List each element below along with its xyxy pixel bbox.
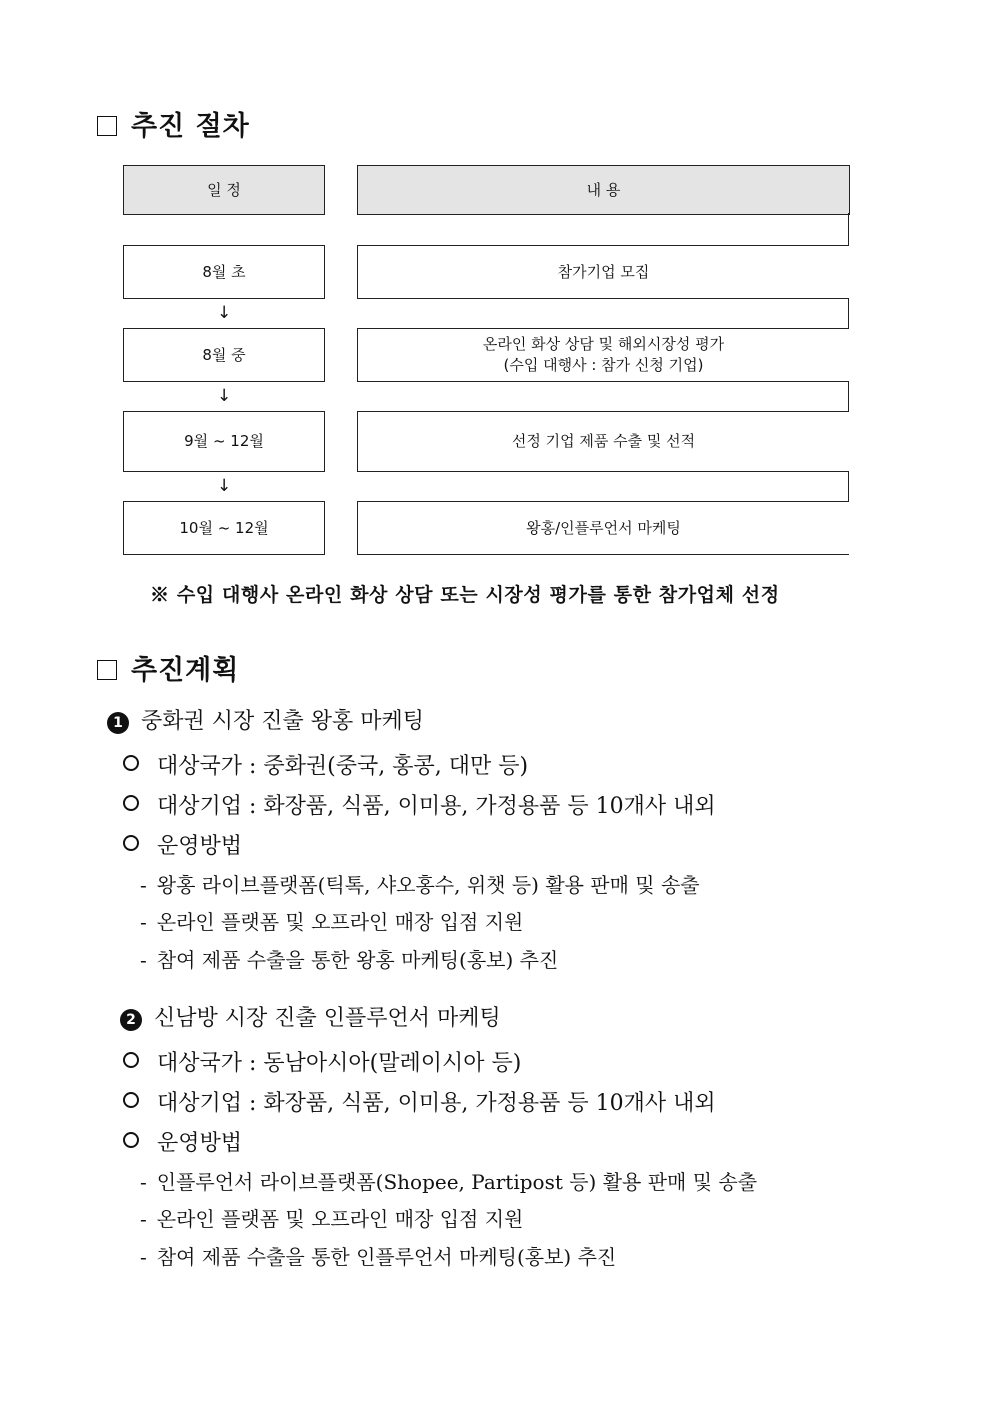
checkbox-square-icon <box>97 116 117 136</box>
schedule-cell: 8월 중 <box>123 328 325 382</box>
content-cell: 참가기업 모집 <box>357 245 849 299</box>
list-item: 대상국가 : 동남아시아(말레이시아 등) <box>123 1046 521 1077</box>
plan1-heading: 1 중화권 시장 진출 왕홍 마케팅 <box>107 704 424 735</box>
schedule-cell: 9월 ~ 12월 <box>123 411 325 472</box>
sub-item: - 온라인 플랫폼 및 오프라인 매장 입점 지원 <box>140 910 524 934</box>
circle-bullet-icon <box>123 795 139 811</box>
header-content: 내 용 <box>357 165 850 215</box>
sub-item: - 왕홍 라이브플랫폼(틱톡, 샤오홍수, 위챗 등) 활용 판매 및 송출 <box>140 873 700 897</box>
circle-bullet-icon <box>123 835 139 851</box>
down-arrow-icon: ↓ <box>217 386 232 406</box>
schedule-cell: 10월 ~ 12월 <box>123 501 325 555</box>
sub-item: - 참여 제품 수출을 통한 왕홍 마케팅(홍보) 추진 <box>140 948 559 972</box>
header-schedule: 일 정 <box>123 165 325 215</box>
checkbox-square-icon <box>97 660 117 680</box>
circle-bullet-icon <box>123 755 139 771</box>
list-item: 대상기업 : 화장품, 식품, 이미용, 가정용품 등 10개사 내외 <box>123 1086 716 1117</box>
selection-note: ※ 수입 대행사 온라인 화상 상담 또는 시장성 평가를 통한 참가업체 선정 <box>150 584 780 606</box>
circle-bullet-icon <box>123 1092 139 1108</box>
circle-bullet-icon <box>123 1052 139 1068</box>
sub-item: - 참여 제품 수출을 통한 인플루언서 마케팅(홍보) 추진 <box>140 1245 617 1269</box>
down-arrow-icon: ↓ <box>217 303 232 323</box>
list-item: 대상기업 : 화장품, 식품, 이미용, 가정용품 등 10개사 내외 <box>123 789 716 820</box>
circle-bullet-icon <box>123 1132 139 1148</box>
list-item: 운영방법 <box>123 1126 242 1157</box>
sub-item: - 인플루언서 라이브플랫폼(Shopee, Partipost 등) 활용 판매 및 송출 <box>140 1170 758 1194</box>
sub-item: - 온라인 플랫폼 및 오프라인 매장 입점 지원 <box>140 1207 524 1231</box>
content-cell: 선정 기업 제품 수출 및 선적 <box>357 411 849 472</box>
section-title-plan: 추진계획 <box>97 648 239 687</box>
content-cell: 왕홍/인플루언서 마케팅 <box>357 501 849 555</box>
plan2-heading: 2 신남방 시장 진출 인플루언서 마케팅 <box>120 1001 501 1032</box>
schedule-cell: 8월 초 <box>123 245 325 299</box>
down-arrow-icon: ↓ <box>217 476 232 496</box>
number-badge-icon: 2 <box>120 1009 142 1031</box>
list-item: 대상국가 : 중화권(중국, 홍콩, 대만 등) <box>123 749 528 780</box>
list-item: 운영방법 <box>123 829 242 860</box>
section-title-procedure: 추진 절차 <box>97 104 250 143</box>
number-badge-icon: 1 <box>107 712 129 734</box>
content-cell: 온라인 화상 상담 및 해외시장성 평가 (수입 대행사 : 참가 신청 기업) <box>357 328 849 382</box>
